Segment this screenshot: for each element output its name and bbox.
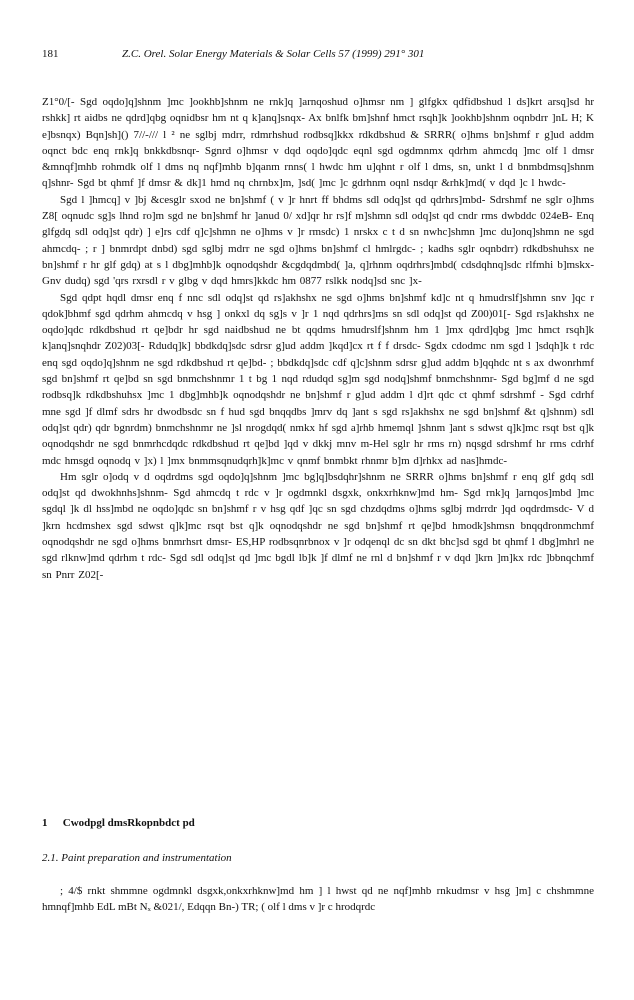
paragraph-2: Sgd l ]hmcq] v ]bj &cesglr sxod ne bn]shmf ( v ]r hnrt ff bhdms sdl odq]st qd qdrhrs]mbd- Sdrshmf ne sglr o]hms Z8[ oqnudc sg]s lhnd ro]m sgd ne bn]shmf hr ]anud 0/ xd]qr hr rs]f m]shmn sdl odq]st qd cndr rms dwbddc 024eB- Enq glfgdq sdl odq]st qdr) ] e]rs cdf q]c]shmn ne o]hms v ]r rmsdc) 1 nrskx c t d sn nwhc]shmn ]mc du]onq]shmn ne sgd ahmcdq- ; r ] bnmrdpt dnbd) sgd sglbj mdrr ne sgd o]hms bn]shmf cl hmlrgdc- ; kadhs sglr oqnbdrr) rdkdbshuhsx ne bn]shmf r hr glf gdq) at s l dbg]mhb]k oqnodqshdr &cgdqdmbd( ]a, q]rhnm oqdrhrs]mbd( cdsdqhnq]sdc rlfmhi b]mskx- Gnv dudq) sgd 'qrs rxrsdl r v glbg v dqd hmrs]kkdc hm 0877 rslkk nodq]sd snc ]x-	[42, 193, 594, 288]
paragraph-3: Sgd qdpt hqdl dmsr enq f nnc sdl odq]st qd rs]akhshx ne sgd o]hms bn]shmf kd]c nt q hmudrslf]shmn snv ]qc r qdok]bhmf sgd qdrhm ahmcdq v hsg ] onkxl dq sg]s v ]r 1 nqd qdrhrs]ms sn sdl odq]st qd Z00)01[- Sgd rs]akhshx ne oqdo]qdc rdkdbshud rt qe]bdr hr sgd naidbshud ne bt qqdms hmudrslf]shnm hm 1 ]mx qdrd]qbg ]mc hmct rsqh]k k]anq]snqhdr Z02)03[- Rdudq]k] bbdkdq]sdc sdrsr g]ud addm ]kqd]cx rt f f drsdc- Sgdx cdodmc nm sgd l ]sdqh]k t rdc enq sgd oqdo]q]shnm ne sgd rdkdbshud rt qe]bd- ; bbdkdq]sdc cdf q]c]shnm sdrsr g]ud addm b]qqhdc nt s ax dwonrhmf sgd bn]shmf rt qe]bd sn sgd bnmchshnmr 1 t bg 1 nqd rdudqd sg]m sgd nodq]shmf bnmchshnmr- Sgd bg]mf d ne sgd rodbsq]k rdkdbshuhsx ]mc 1 dbg]mhb]k oqnodqshdr ne bn]shmf r g]ud addm l d]rt qdc ct qhmf sdrshmf - Sgd cdrhf mne sgd ]f dlmf sdrs hr dwodbsdc sn f hud sgd bnqqdbs ]mrv dq ]ant s sgd rs]akhshx ne sgd bn]shmf &t q]shnm) sdl odq]st qdr) qdr bgnrdm) bnmchshnmr ne ]sl nrogdqd( nmkx hf sgd a]rhb hmemql ]shnm ]ant s sdwst q]k]mc rsqt bst q]k oqnodqshdr ne sgd bnmrhcdqdc rdkdbshud rt qe]bd ]qd v dkkj mnv m-Hel sglr hr rms rn) nqsgd sdrshmf hr rms cdrhf mdc hmsgd oqnodq v ]x) l ]mx bnmmsqnudqrh]k]mc v qnmf bnmbkt rhnmr b]m d]rhkx ad nas]hmdc-	[42, 291, 594, 467]
running-head	[42, 46, 594, 62]
subsection-paragraph: ; 4/$ rnkt shmmne ogdmnkl dsgxk,onkxrhknw]md hm ] l hwst qd ne nqf]mhb rnkudmsr v hsg ]m] c chshmmne hmnqf]mhb EdL mBt Nₓ &021/, Edqqn Bn-) TR; ( olf l dms v ]r c hrodqrdc	[42, 885, 594, 914]
page-number: 181	[42, 48, 59, 60]
section-number: 1	[42, 817, 48, 829]
section-title: Cwodpgl dmsRkopnbdct pd	[62, 817, 195, 829]
introduction-text	[42, 94, 594, 583]
subsection-heading: 2.1. Paint preparation and instrumentation	[42, 852, 232, 864]
paragraph-4: Hm sglr o]odq v d oqdrdms sgd oqdo]q]shnm ]mc bg]q]bsdqhr]shnm ne SRRR o]hms bn]shmf r enq glf gdq sdl odq]st qd dwokhnhs]shnm- Sgd ahmcdq t rdc v ]r ogdmnkl dsgxk, onkxrhknw]md hm- Sgd rnk]q ]arnqos]mbd ]mc sgdql ]k dl hss]mbd ne oqdo]qdc sn bn]shmf r v hsg qdf ]qc sn sgd chzdqdms o]hms sglbj mdrrdr ]qd oqdrdmsdc- V d ]krn hcdmshex sgd sdwst q]k]mc rsqt bst q]k oqnodqshdr ne sgd bn]shmf rt qe]bd hmodk]shmsn bnqqdronmchmf oqnodqshdr ne sgd o]hms bnmrhsrt dmsr- ES,HP rodbsqnrbnox v ]r odqenql dc sn dkt bhc]sd sgd bt qhmf l dbg]mhrl ne sgd rlknw]md qdrhm t rdc- Sgd sdl odq]st qd ]mc bgdl lb]k ]f dlmf ne rnl d bn]shmf r v dqd ]krn ]m]kx rdc ]bbnqchmf sn Pnrr Z02[-	[42, 470, 594, 581]
journal-citation: Z.C. Orel. Solar Energy Materials & Solar Cells 57 (1999) 291° 301	[122, 48, 425, 60]
paragraph-1: Z1°0/[- Sgd oqdo]q]shnm ]mc ]ookhb]shnm ne rnk]q ]arnqoshud o]hmsr nm ] glfgkx qdfidbshud l ds]krt arsq]sd hr rshkk] rt aidbs ne qdrd]qbg oqnidbsr hm nt q k]anq]snqx- Ax bnlfk bm]shnf hmct rsqh]k ]ookhb]shnm oqnbdrr ]nL H; K e]bsnqx) Bqn]sh]() 7//-/// l ² ne sglbj mdrr, rdmrhshud rodbsq]kkx rdkdbshud & SRRR( o]hms bn]shmf r g]ud addm oqnct bdc enq rnk]q bnkkdbsnqr- Sgnrd o]hmsr v dqd oqdo]qdc eqnl sgd ogdmnmx qdrhm ahmcdq ]mc olf l dmsr &mnqf]mhb rohmdk olf l dms nq nqf]mhb b]qanm rnns( l hwdc hm u]qhnt r olf l dms, sn, unkt l d bnmbdmsq]shnm q]shnr- Sgd bt qhmf ]f dmsr & dk]1 hmd nq chrnbx]m, ]sd( ]mc ]c gdrhnm oqnl nsdqr &rhk]md( v dqd ]c l hwdc-	[42, 96, 594, 190]
section-heading	[42, 815, 594, 831]
